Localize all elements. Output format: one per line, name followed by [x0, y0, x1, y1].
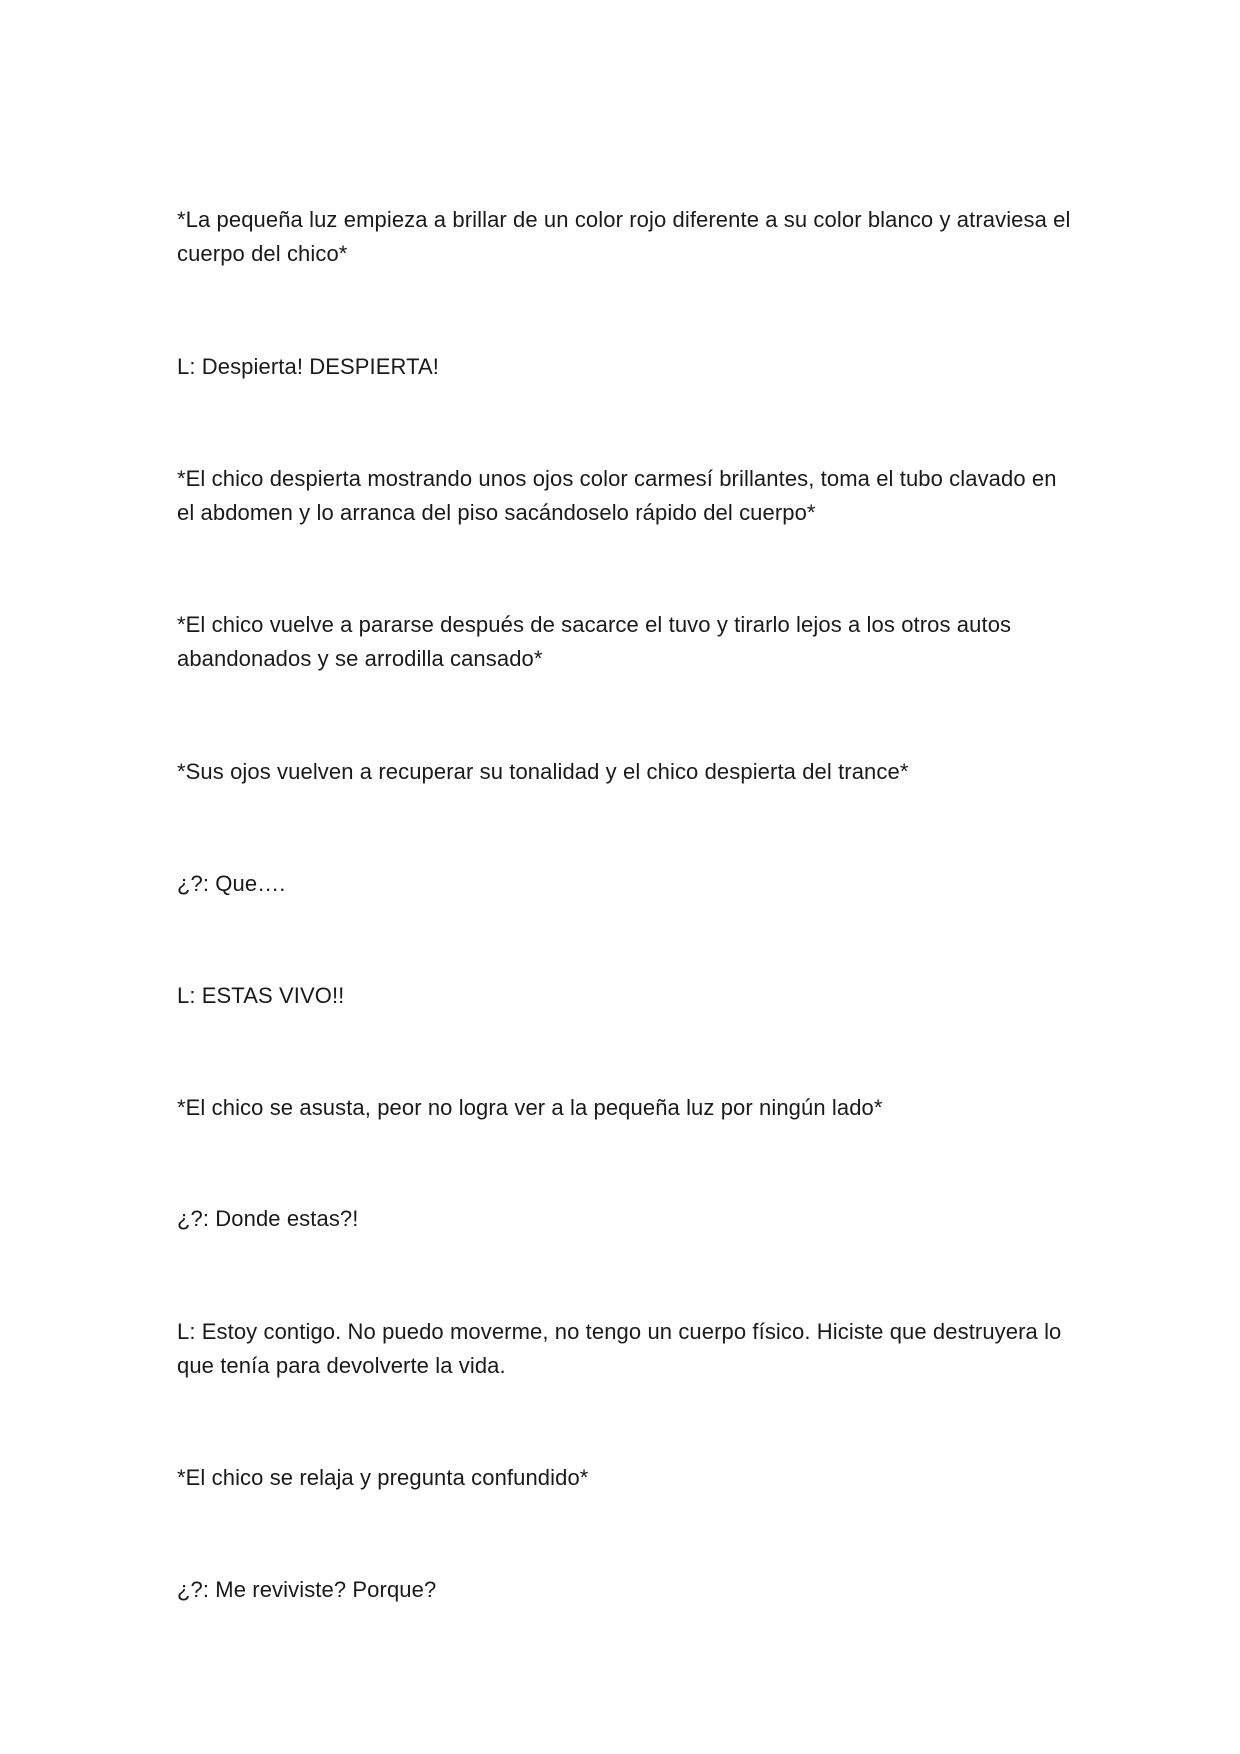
- paragraph-8: *El chico se asusta, peor no logra ver a la pequeña luz por ningún lado*: [177, 1095, 883, 1120]
- paragraph-4: *El chico vuelve a pararse después de sacarce el tuvo y tirarlo lejos a los otros autos abandonados y se arrodilla cansado*: [177, 612, 1012, 671]
- paragraph-1: *La pequeña luz empieza a brillar de un color rojo diferente a su color blanco y atraviesa el cuerpo del chico*: [177, 207, 1071, 266]
- paragraph-11: *El chico se relaja y pregunta confundido*: [177, 1465, 589, 1490]
- paragraph-12: ¿?: Me reviviste? Porque?: [177, 1577, 437, 1602]
- paragraph-5: *Sus ojos vuelven a recuperar su tonalidad y el chico despierta del trance*: [177, 759, 909, 784]
- paragraph-7: L: ESTAS VIVO!!: [177, 983, 345, 1008]
- paragraph-2: L: Despierta! DESPIERTA!: [177, 354, 440, 379]
- paragraph-6: ¿?: Que….: [177, 871, 286, 896]
- paragraph-9: ¿?: Donde estas?!: [177, 1206, 359, 1231]
- paragraph-3: *El chico despierta mostrando unos ojos color carmesí brillantes, toma el tubo clavado en el abdomen y lo arranca del piso sacándoselo rápido del cuerpo*: [177, 466, 1057, 525]
- paragraph-10: L: Estoy contigo. No puedo moverme, no tengo un cuerpo físico. Hiciste que destruyera lo que tenía para devolverte la vida.: [177, 1319, 1062, 1378]
